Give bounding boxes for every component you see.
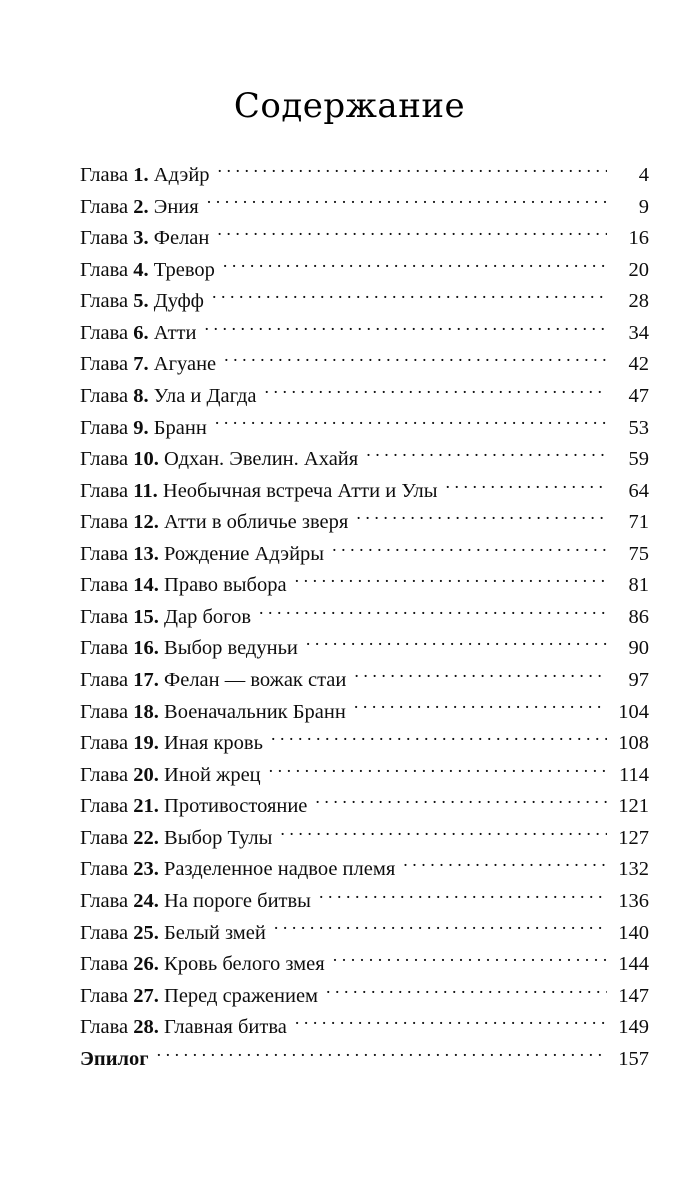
toc-leader-dots — [212, 287, 607, 308]
toc-entry-title: Одхан. Эвелин. Ахайя — [164, 448, 359, 471]
toc-entry[interactable] — [80, 444, 649, 476]
toc-leader-dots — [403, 855, 607, 876]
toc-entry-number: 9. — [133, 416, 149, 439]
toc-entry-page-number: 132 — [618, 858, 649, 881]
toc-leader-dots — [218, 161, 607, 182]
toc-leader-dots — [356, 508, 607, 529]
toc-entry-page-number: 59 — [628, 448, 649, 471]
toc-entry-chapter-word: Глава — [80, 637, 129, 660]
toc-entry-label — [80, 728, 269, 760]
toc-entry-label — [80, 286, 210, 318]
toc-entry-title: Рождение Адэйры — [164, 542, 325, 565]
toc-entry[interactable] — [80, 286, 649, 318]
toc-entry-number: 25. — [133, 921, 159, 944]
toc-entry-number: 14. — [133, 574, 159, 597]
toc-entry-number: 10. — [133, 448, 159, 471]
toc-entry-label — [80, 255, 221, 287]
toc-entry[interactable] — [80, 1012, 649, 1044]
toc-entry-label — [80, 318, 202, 350]
toc-entry[interactable] — [80, 570, 649, 602]
toc-entry-number: 11. — [133, 479, 158, 502]
toc-entry-chapter-word: Глава — [80, 258, 129, 281]
toc-entry[interactable] — [80, 413, 649, 445]
toc-entry-label — [80, 507, 354, 539]
toc-entry[interactable] — [80, 665, 649, 697]
toc-entry[interactable] — [80, 760, 649, 792]
toc-entry-number: 3. — [133, 227, 149, 250]
toc-entry-label — [80, 476, 444, 508]
toc-entry-label — [80, 349, 222, 381]
toc-entry-page-number: 71 — [628, 511, 649, 534]
toc-leader-dots — [271, 729, 607, 750]
toc-entry-label — [80, 570, 293, 602]
toc-entry-page-number: 34 — [628, 321, 649, 344]
toc-entry-number: 17. — [133, 669, 159, 691]
toc-leader-dots — [446, 476, 607, 497]
toc-entry-page-number: 97 — [628, 669, 649, 691]
toc-leader-dots — [354, 697, 607, 718]
toc-leader-dots — [274, 918, 607, 939]
toc-entry-label — [80, 444, 364, 476]
toc-entry[interactable] — [80, 476, 649, 508]
toc-entry-page-number: 121 — [618, 795, 649, 818]
toc-entry-title: Кровь белого змея — [164, 953, 325, 976]
toc-entry-page-number: 86 — [628, 605, 649, 628]
toc-entry[interactable] — [80, 255, 649, 287]
toc-entry[interactable] — [80, 381, 649, 413]
toc-entry-chapter-word: Глава — [80, 479, 129, 502]
toc-leader-dots — [265, 381, 607, 402]
toc-entry[interactable] — [80, 697, 649, 729]
toc-entry-number: 7. — [133, 353, 149, 376]
toc-entry-number: 21. — [133, 795, 159, 818]
toc-entry-title: Тревор — [153, 258, 215, 281]
toc-entry-number: 19. — [133, 732, 159, 755]
toc-leader-dots — [306, 634, 607, 655]
toc-entry-title: Противостояние — [164, 795, 308, 818]
toc-entry-number: 1. — [133, 164, 149, 186]
toc-leader-dots — [332, 539, 607, 560]
toc-entry-page-number: 53 — [628, 416, 649, 439]
toc-entry-chapter-word: Глава — [80, 448, 129, 471]
toc-entry[interactable] — [80, 633, 649, 665]
toc-entry-chapter-word: Глава — [80, 763, 129, 786]
toc-entry-title: Фелан — вожак стаи — [164, 669, 347, 691]
toc-entry-label — [80, 602, 257, 634]
toc-entry-chapter-word: Глава — [80, 605, 129, 628]
toc-entry-label — [80, 1012, 293, 1044]
toc-entry-label — [80, 886, 317, 918]
toc-entry-number: 13. — [133, 542, 159, 565]
toc-leader-dots — [204, 318, 607, 339]
toc-leader-dots — [333, 950, 607, 971]
toc-entry-title: Белый змей — [164, 921, 266, 944]
toc-entry[interactable] — [80, 728, 649, 760]
toc-entry-number: 4. — [133, 258, 149, 281]
toc-entry-label — [80, 381, 263, 413]
toc-entry-number: 15. — [133, 605, 159, 628]
toc-entry[interactable] — [80, 886, 649, 918]
toc-entry-label — [80, 223, 215, 255]
toc-entry-label — [80, 539, 330, 571]
toc-entry-page-number: 47 — [628, 384, 649, 407]
toc-entry[interactable] — [80, 507, 649, 539]
toc-entry-chapter-word: Глава — [80, 889, 129, 912]
toc-entry-label — [80, 1044, 155, 1076]
toc-leader-dots — [326, 981, 607, 1002]
toc-entry-number: 20. — [133, 763, 159, 786]
toc-leader-dots — [280, 823, 607, 844]
toc-entry-page-number: 157 — [618, 1047, 649, 1070]
toc-entry-number: 24. — [133, 889, 159, 912]
toc-entry[interactable] — [80, 539, 649, 571]
toc-entry-chapter-word: Глава — [80, 384, 129, 407]
toc-entry-number: 27. — [133, 984, 159, 1007]
toc-entry-title: Разделенное надвое племя — [164, 858, 396, 881]
toc-entry[interactable] — [80, 192, 649, 224]
toc-leader-dots — [295, 571, 607, 592]
toc-entry-title: Фелан — [153, 227, 210, 250]
toc-entry-page-number: 114 — [619, 763, 649, 786]
toc-leader-dots — [259, 602, 607, 623]
toc-entry[interactable] — [80, 918, 649, 950]
toc-entry-title: Выбор ведуньи — [164, 637, 298, 660]
toc-entry-page-number: 127 — [618, 826, 649, 849]
toc-leader-dots — [319, 886, 607, 907]
toc-entry-page-number: 9 — [638, 195, 649, 218]
toc-entry-chapter-word: Глава — [80, 511, 129, 534]
toc-entry-label — [80, 791, 313, 823]
toc-entry-chapter-word: Глава — [80, 669, 129, 691]
toc-entry-page-number: 104 — [618, 700, 649, 723]
toc-entry-page-number: 108 — [618, 732, 649, 755]
toc-entry-page-number: 64 — [628, 479, 649, 502]
toc-entry-title: Иная кровь — [164, 732, 263, 755]
toc-entry-title: Военачальник Бранн — [164, 700, 346, 723]
toc-entry-title: Эния — [153, 195, 199, 218]
toc-entry-label — [80, 760, 267, 792]
toc-entry-number: 6. — [133, 321, 149, 344]
toc-entry-number: 12. — [133, 511, 159, 534]
toc-entry-number: 5. — [133, 290, 149, 313]
toc-entry-page-number: 16 — [628, 227, 649, 250]
toc-leader-dots — [207, 192, 607, 213]
toc-entry-chapter-word: Глава — [80, 826, 129, 849]
toc-entry[interactable] — [80, 791, 649, 823]
toc-entry-number: 18. — [133, 700, 159, 723]
toc-entry-title: Адэйр — [153, 164, 210, 186]
toc-entry-title: Агуане — [153, 353, 217, 376]
toc-entry-title: Главная битва — [164, 1016, 287, 1039]
toc-entry-label — [80, 413, 213, 445]
toc-entry-chapter-word: Глава — [80, 1016, 129, 1039]
toc-entry-chapter-word: Глава — [80, 700, 129, 723]
toc-entry[interactable] — [80, 160, 649, 192]
toc-entry-chapter-word: Глава — [80, 416, 129, 439]
toc-leader-dots — [217, 224, 607, 245]
toc-entry-label — [80, 854, 401, 886]
toc-entry-page-number: 28 — [628, 290, 649, 313]
toc-entry-chapter-word: Глава — [80, 732, 129, 755]
toc-entry-title: Право выбора — [164, 574, 287, 597]
toc-entry[interactable] — [80, 1044, 649, 1076]
toc-entry-label — [80, 981, 324, 1013]
toc-entry[interactable] — [80, 949, 649, 981]
toc-entry-label — [80, 823, 278, 855]
toc-entry-chapter-word: Глава — [80, 195, 129, 218]
toc-leader-dots — [223, 255, 607, 276]
toc-entry-title: На пороге битвы — [164, 889, 311, 912]
toc-entry-title: Выбор Тулы — [164, 826, 273, 849]
toc-entry-chapter-word: Глава — [80, 795, 129, 818]
toc-entry-title: Эпилог — [80, 1047, 149, 1070]
toc-entry-label — [80, 665, 352, 697]
toc-entry-page-number: 81 — [628, 574, 649, 597]
toc-entry-page-number: 136 — [618, 889, 649, 912]
toc-entry-chapter-word: Глава — [80, 984, 129, 1007]
toc-entry-page-number: 147 — [618, 984, 649, 1007]
toc-entry-label — [80, 949, 331, 981]
toc-entry-title: Необычная встреча Атти и Улы — [162, 479, 438, 502]
toc-entry-label — [80, 192, 205, 224]
toc-entry-title: Ула и Дагда — [153, 384, 257, 407]
toc-entry[interactable] — [80, 602, 649, 634]
toc-leader-dots — [295, 1013, 607, 1034]
toc-entry-title: Бранн — [153, 416, 207, 439]
toc-entry-title: Атти в обличье зверя — [164, 511, 349, 534]
toc-entry-label — [80, 918, 272, 950]
toc-entry-number: 22. — [133, 826, 159, 849]
toc-entry-number: 23. — [133, 858, 159, 881]
toc-entry-chapter-word: Глава — [80, 858, 129, 881]
toc-entry-label — [80, 633, 304, 665]
toc-entry-title: Атти — [153, 321, 197, 344]
toc-entry-number: 2. — [133, 195, 149, 218]
toc-entry-title: Иной жрец — [164, 763, 261, 786]
toc-entry-number: 26. — [133, 953, 159, 976]
toc-entry-page-number: 90 — [628, 637, 649, 660]
toc-entry[interactable] — [80, 981, 649, 1013]
table-of-contents-list — [80, 160, 649, 1075]
toc-entry-chapter-word: Глава — [80, 921, 129, 944]
toc-entry-number: 28. — [133, 1016, 159, 1039]
toc-entry-label — [80, 160, 216, 192]
toc-entry-label — [80, 697, 352, 729]
toc-entry-page-number: 149 — [618, 1016, 649, 1039]
toc-entry[interactable] — [80, 223, 649, 255]
toc-entry-chapter-word: Глава — [80, 227, 129, 250]
toc-entry-page-number: 140 — [618, 921, 649, 944]
toc-entry-chapter-word: Глава — [80, 290, 129, 313]
toc-entry-page-number: 42 — [628, 353, 649, 376]
toc-entry-page-number: 4 — [638, 164, 649, 186]
toc-entry-page-number: 144 — [618, 953, 649, 976]
toc-entry[interactable] — [80, 349, 649, 381]
toc-entry-number: 16. — [133, 637, 159, 660]
toc-entry-chapter-word: Глава — [80, 574, 129, 597]
toc-entry-page-number: 75 — [628, 542, 649, 565]
toc-leader-dots — [157, 1044, 607, 1065]
toc-entry-chapter-word: Глава — [80, 164, 129, 186]
toc-entry-page-number: 20 — [628, 258, 649, 281]
toc-entry-title: Дар богов — [164, 605, 251, 628]
toc-leader-dots — [215, 413, 607, 434]
toc-entry-chapter-word: Глава — [80, 353, 129, 376]
toc-leader-dots — [315, 792, 607, 813]
toc-leader-dots — [366, 445, 607, 466]
toc-entry[interactable] — [80, 318, 649, 350]
toc-entry-title: Перед сражением — [164, 984, 319, 1007]
toc-leader-dots — [269, 760, 607, 781]
toc-entry-chapter-word: Глава — [80, 542, 129, 565]
toc-entry-chapter-word: Глава — [80, 321, 129, 344]
toc-leader-dots — [354, 666, 607, 687]
toc-entry[interactable] — [80, 854, 649, 886]
toc-entry-number: 8. — [133, 384, 149, 407]
toc-entry-chapter-word: Глава — [80, 953, 129, 976]
page-title: Содержание — [233, 86, 466, 126]
toc-entry-title: Дуфф — [153, 290, 204, 313]
toc-entry[interactable] — [80, 823, 649, 855]
toc-leader-dots — [224, 350, 607, 371]
